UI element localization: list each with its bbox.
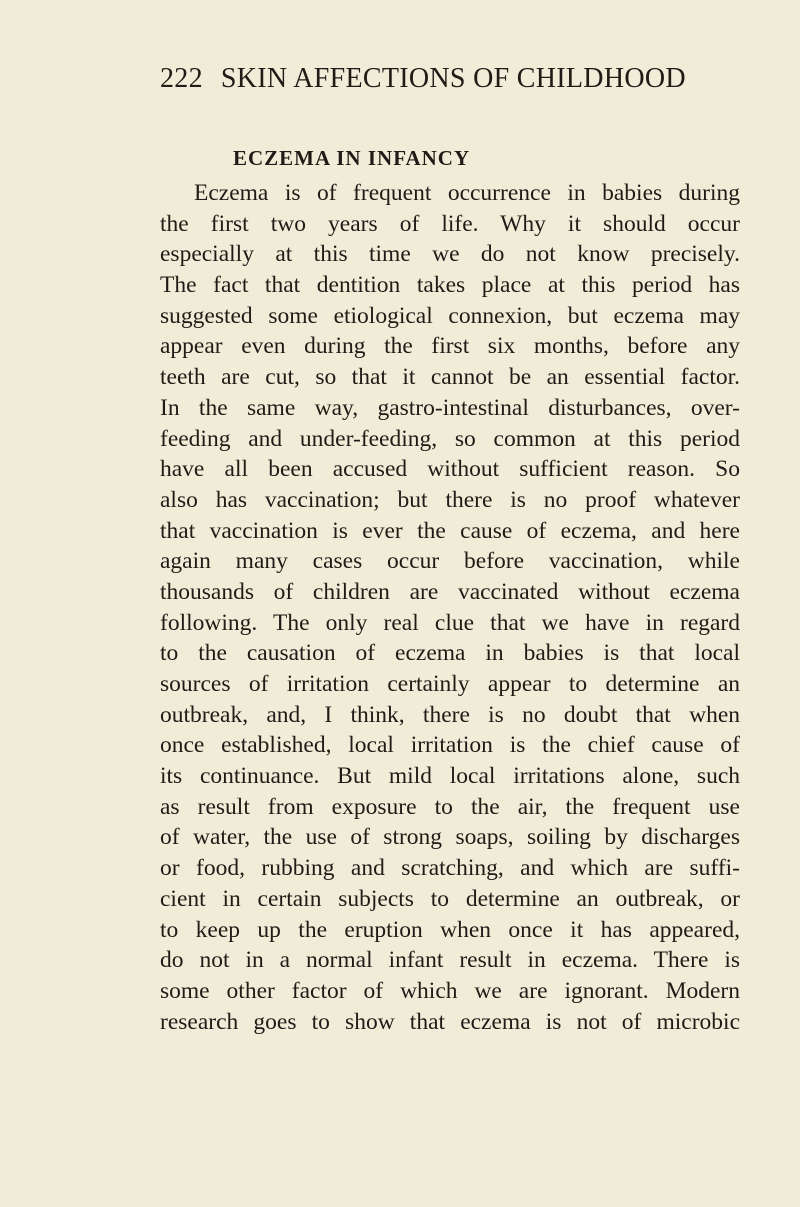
text-line: or food, rubbing and scratching, and which are suffi- xyxy=(160,855,740,882)
text-line: research goes to show that eczema is not of microbic xyxy=(160,1008,740,1035)
text-line: thousands of children are vaccinated without eczema xyxy=(160,578,740,605)
text-line: its continuance. But mild local irritations alone, such xyxy=(160,763,740,790)
text-line: again many cases occur before vaccination, while xyxy=(160,548,740,575)
text-line: feeding and under-feeding, so common at this period xyxy=(160,425,740,452)
section-title: ECZEMA IN INFANCY xyxy=(233,146,471,170)
text-line: cient in certain subjects to determine an outbreak, or xyxy=(160,885,740,912)
text-line: especially at this time we do not know precisely. xyxy=(160,241,740,268)
page-number: 222 xyxy=(160,63,203,94)
text-line: some other factor of which we are ignorant. Modern xyxy=(160,977,740,1004)
paragraph xyxy=(160,178,740,1037)
text-line: as result from exposure to the air, the frequent use xyxy=(160,793,740,820)
text-line: do not in a normal infant result in eczema. There is xyxy=(160,947,740,974)
text-line: have all been accused without sufficient reason. So xyxy=(160,456,740,483)
text-line: Eczema is of frequent occurrence in babies during xyxy=(194,180,740,206)
text-line: sources of irritation certainly appear to determine an xyxy=(160,671,740,697)
text-line: also has vaccination; but there is no proof whatever xyxy=(160,486,740,513)
text-line: to the causation of eczema in babies is that local xyxy=(160,640,740,667)
text-line: teeth are cut, so that it cannot be an essential factor. xyxy=(160,364,740,391)
text-line: the first two years of life. Why it should occur xyxy=(160,210,740,237)
running-title: SKIN AFFECTIONS OF CHILDHOOD xyxy=(220,63,686,94)
text-line: In the same way, gastro-intestinal disturbances, over- xyxy=(160,394,740,421)
text-line: to keep up the eruption when once it has appeared, xyxy=(160,916,740,943)
running-head xyxy=(160,62,720,96)
text-line: suggested some etiological connexion, but eczema may xyxy=(160,302,740,329)
text-line: outbreak, and, I think, there is no doubt that when xyxy=(160,701,740,728)
text-line: that vaccination is ever the cause of eczema, and here xyxy=(160,517,740,544)
text-line: following. The only real clue that we have in regard xyxy=(160,609,740,636)
text-line: once established, local irritation is the chief cause of xyxy=(160,732,740,759)
text-line: The fact that dentition takes place at this period has xyxy=(160,272,740,299)
text-line: appear even during the first six months, before any xyxy=(160,333,740,360)
text-line: of water, the use of strong soaps, soiling by discharges xyxy=(160,824,740,851)
